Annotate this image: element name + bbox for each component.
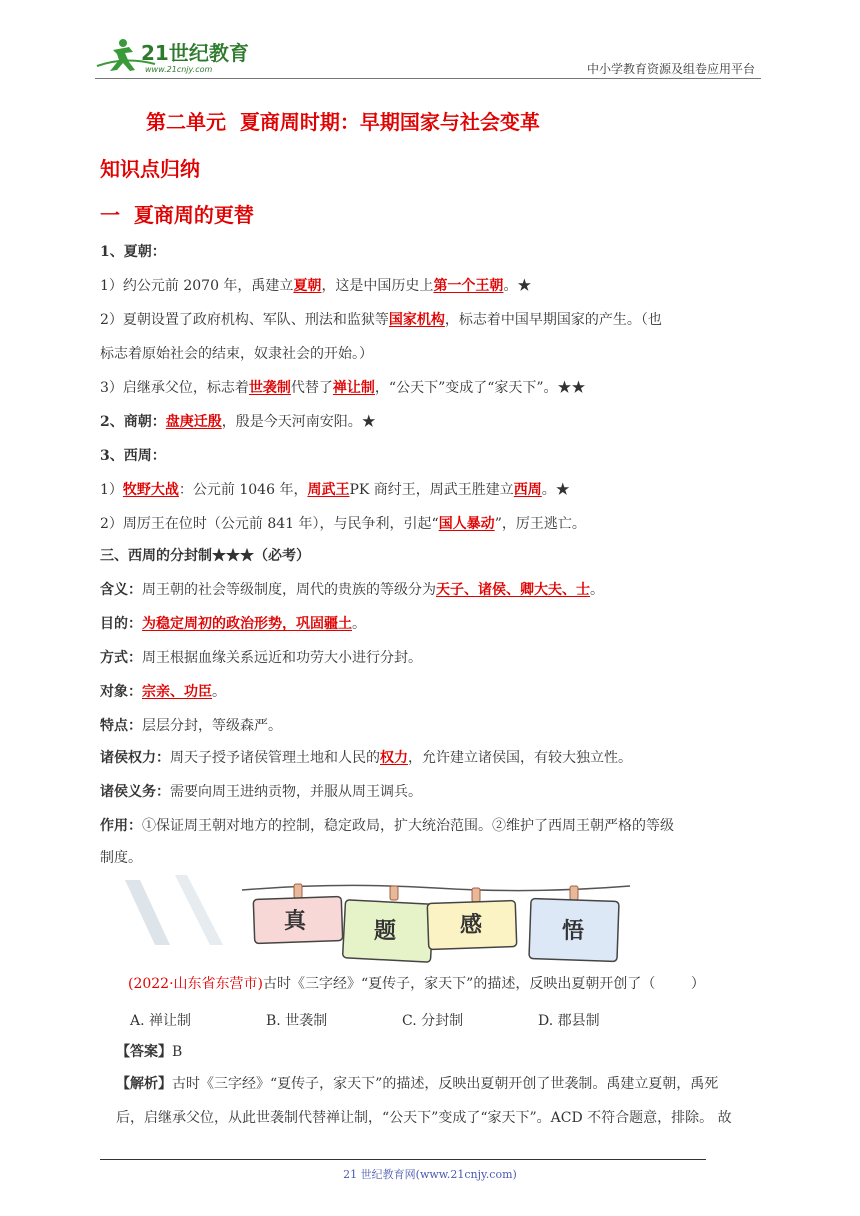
fenfeng-rights: 诸侯权力：周天子授予诸侯管理土地和人民的权力，允许建立诸侯国，有较大独立性。 — [100, 750, 632, 766]
xia-line-2: 2）夏朝设置了政府机构、军队、刑法和监狱等国家机构，标志着中国早期国家的产生。（也 — [100, 312, 662, 328]
footer-divider — [100, 1159, 706, 1160]
xia-line-1: 1）约公元前 2070 年，禹建立夏朝，这是中国历史上第一个王朝。★ — [100, 278, 532, 294]
option-a: A. 禅让制 — [130, 1013, 192, 1029]
fenfeng-target: 对象：宗亲、功臣。 — [100, 684, 226, 700]
fenfeng-method: 方式：周王根据血缘关系远近和功劳大小进行分封。 — [100, 650, 422, 666]
logo-text: 21世纪教育 — [141, 41, 249, 65]
option-b: B. 世袭制 — [266, 1013, 328, 1029]
fenfeng-meaning: 含义：周王朝的社会等级制度，周代的贵族的等级分为天子、诸侯、卿大夫、士。 — [100, 582, 604, 598]
fenfeng-heading: 三、西周的分封制★★★（必考） — [100, 548, 310, 564]
xia-line-3: 3）启继承父位，标志着世袭制代替了禅让制，“公天下”变成了“家天下”。★★ — [100, 380, 586, 396]
decorative-shape — [115, 860, 235, 955]
section-title: 知识点归纳 — [100, 157, 200, 181]
banner-card-4: 悟 — [562, 918, 585, 944]
xia-heading: 1、夏朝： — [100, 244, 166, 260]
fenfeng-purpose: 目的：为稳定周初的政治形势，巩固疆土。 — [100, 616, 366, 632]
analysis-line-2: 后，启继承父位，从此世袭制代替禅让制，“公天下”变成了“家天下”。ACD 不符合题意，排除。 故 — [116, 1110, 732, 1126]
answer-line: 【答案】B — [116, 1044, 183, 1060]
question-text: 古时《三字经》“夏传子，家天下”的描述，反映出夏朝开创了（ ） — [263, 976, 705, 992]
fenfeng-effect-2: 制度。 — [100, 850, 142, 866]
option-d: D. 郡县制 — [538, 1013, 600, 1029]
logo-url: www.21cnjy.com — [145, 65, 213, 74]
logo — [95, 36, 265, 78]
banner-card-2: 题 — [374, 918, 397, 944]
question-stem — [128, 976, 705, 992]
analysis-line-1: 【解析】古时《三字经》“夏传子，家天下”的描述，反映出夏朝开创了世袭制。禹建立夏朝，禹死 — [116, 1076, 719, 1092]
banner-card-3: 感 — [460, 912, 483, 938]
question-source: (2022·山东省东营市) — [128, 976, 264, 992]
fenfeng-duty: 诸侯义务：需要向周王进纳贡物，并服从周王调兵。 — [100, 784, 422, 800]
zhou-line-1: 1）牧野大战：公元前 1046 年，周武王PK 商纣王，周武王胜建立西周。★ — [100, 482, 570, 498]
header-divider — [95, 78, 761, 79]
zhou-heading: 3、西周： — [100, 448, 166, 464]
shang-line: 2、商朝：盘庚迁殷，殷是今天河南安阳。★ — [100, 414, 376, 430]
xia-line-2b: 标志着原始社会的结束，奴隶社会的开始。） — [100, 346, 373, 362]
fenfeng-effect: 作用：①保证周王朝对地方的控制，稳定政局，扩大统治范围。②维护了西周王朝严格的等级 — [100, 818, 674, 834]
footer-text: 21 世纪教育网(www.21cnjy.com) — [343, 1168, 517, 1181]
banner-card-1: 真 — [284, 908, 307, 934]
subsection-title: 一 夏商周的更替 — [100, 203, 254, 227]
question-banner — [240, 878, 632, 968]
page-title: 第二单元 夏商周时期：早期国家与社会变革 — [146, 110, 540, 134]
header-platform-text: 中小学教育资源及组卷应用平台 — [586, 62, 755, 76]
zhou-line-2: 2）周厉王在位时（公元前 841 年），与民争利，引起“国人暴动”，厉王逃亡。 — [100, 516, 586, 532]
option-c: C. 分封制 — [402, 1013, 464, 1029]
fenfeng-feature: 特点：层层分封，等级森严。 — [100, 718, 282, 734]
